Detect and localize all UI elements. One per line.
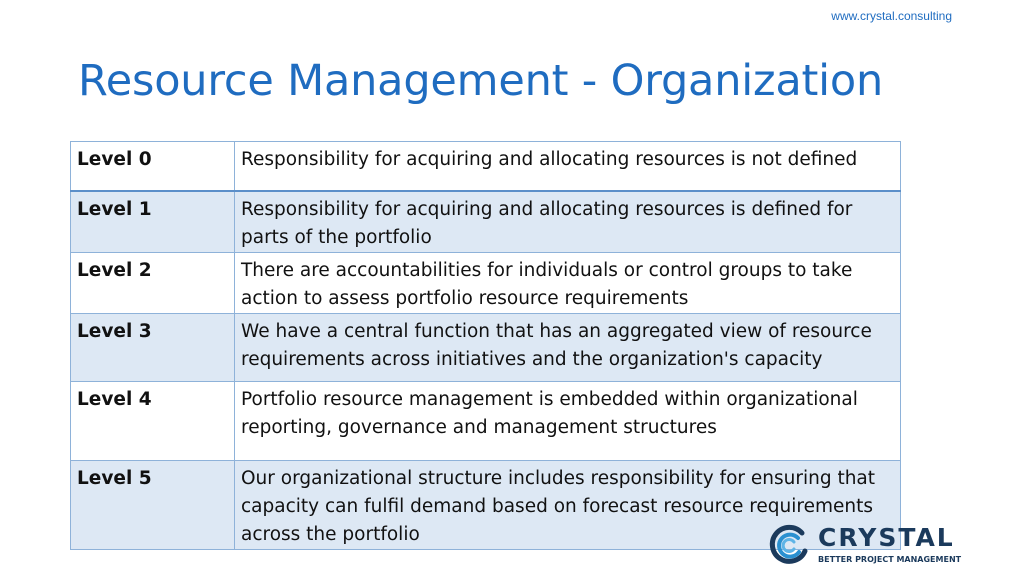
page-title: Resource Management - Organization [78,56,884,106]
level-label: Level 1 [71,191,235,253]
logo-tagline: BETTER PROJECT MANAGEMENT [818,555,962,564]
site-url: www.crystal.consulting [831,9,952,23]
table-row [71,314,901,382]
maturity-levels-table [70,141,901,550]
level-label: Level 3 [71,314,235,382]
crystal-logo [768,522,962,570]
level-description: We have a central function that has an aggregated view of resource requirements across initiatives and the organization's capacity [235,314,901,382]
logo-name: CRYSTAL [818,523,955,552]
level-description: Responsibility for acquiring and allocating resources is defined for parts of the portfolio [235,191,901,253]
level-description: Portfolio resource management is embedded within organizational reporting, governance and management structures [235,382,901,461]
table-row [71,253,901,314]
table-row [71,382,901,461]
table-row [71,142,901,192]
crystal-swirl-logo-icon [768,524,810,566]
level-label: Level 2 [71,253,235,314]
level-description: Our organizational structure includes responsibility for ensuring that capacity can fulfil demand based on forecast resource requirements across the portfolio [235,461,901,550]
level-label: Level 4 [71,382,235,461]
level-description: Responsibility for acquiring and allocating resources is not defined [235,142,901,192]
level-label: Level 5 [71,461,235,550]
level-label: Level 0 [71,142,235,192]
table-row [71,191,901,253]
level-description: There are accountabilities for individuals or control groups to take action to assess portfolio resource requirements [235,253,901,314]
